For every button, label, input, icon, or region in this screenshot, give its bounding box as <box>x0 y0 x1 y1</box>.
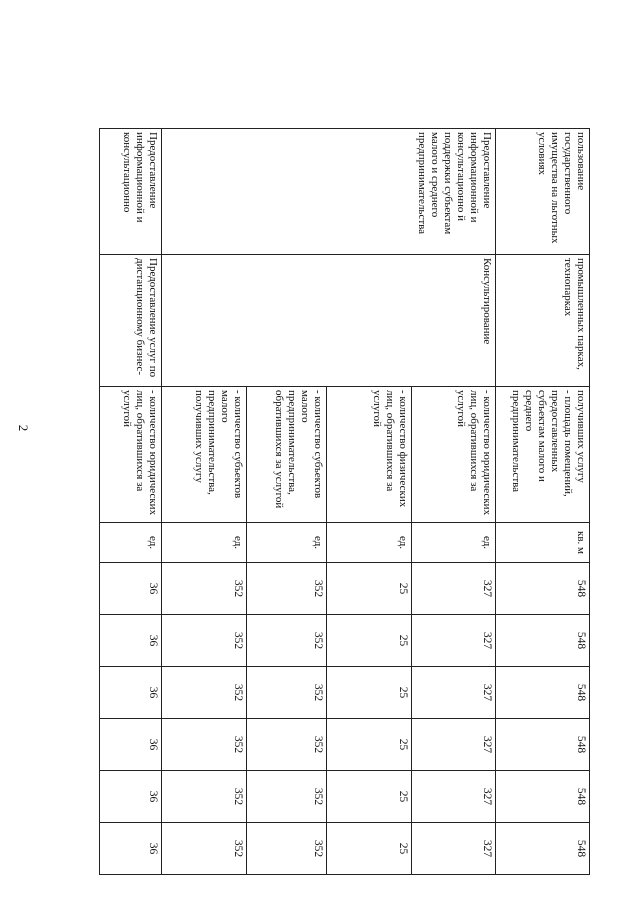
service-name-cell: Предоставление информационной и консультационно й поддержки субъектам малого и среднего предпринимательства <box>162 129 496 255</box>
value-cell: 36 <box>100 563 162 615</box>
value-cell: 352 <box>247 667 327 719</box>
value-cell: 352 <box>247 563 327 615</box>
indicator-cell: - количество субъектов малого предпринимательства, обратившихся за услугой <box>247 387 327 523</box>
value-cell: 327 <box>412 719 496 771</box>
value-cell: 352 <box>247 771 327 823</box>
value-cell: 36 <box>100 771 162 823</box>
value-cell: 548 <box>496 719 590 771</box>
value-cell: 327 <box>412 615 496 667</box>
unit-cell: кв. м <box>496 523 590 563</box>
value-cell: 327 <box>412 563 496 615</box>
value-cell: 352 <box>247 615 327 667</box>
value-cell: 36 <box>100 667 162 719</box>
unit-cell: ед. <box>327 523 412 563</box>
indicator-cell: - количество физических лиц, обратившихся за услугой <box>327 387 412 523</box>
unit-cell: ед. <box>247 523 327 563</box>
unit-cell: ед. <box>162 523 247 563</box>
value-cell: 327 <box>412 667 496 719</box>
table-row <box>496 129 590 875</box>
value-cell: 36 <box>100 615 162 667</box>
value-cell: 25 <box>327 719 412 771</box>
value-cell: 25 <box>327 615 412 667</box>
value-cell: 352 <box>247 823 327 875</box>
value-cell: 352 <box>162 667 247 719</box>
value-cell: 352 <box>162 563 247 615</box>
value-cell: 352 <box>162 615 247 667</box>
value-cell: 548 <box>496 771 590 823</box>
indicators-table <box>99 128 590 875</box>
rotated-table-container <box>100 128 590 872</box>
value-cell: 36 <box>100 823 162 875</box>
indicator-cell: - количество субъектов малого предпринимательства, получивших услугу <box>162 387 247 523</box>
service-type-cell: промышленных парках, технопарках <box>496 255 590 387</box>
value-cell: 352 <box>162 719 247 771</box>
value-cell: 327 <box>412 823 496 875</box>
value-cell: 327 <box>412 771 496 823</box>
value-cell: 25 <box>327 563 412 615</box>
indicator-cell: - количество юридических лиц, обратившихся за услугой <box>100 387 162 523</box>
unit-cell: ед. <box>100 523 162 563</box>
service-name-cell: Предоставление информационной и консультационно <box>100 129 162 255</box>
service-type-cell: Предоставление услуг по дистанционному бизнес- <box>100 255 162 387</box>
value-cell: 548 <box>496 615 590 667</box>
service-name-cell: пользование государственного имущества на льготных условиях <box>496 129 590 255</box>
page-number: 2 <box>16 424 31 432</box>
service-type-cell: Консультирование <box>162 255 496 387</box>
table-row <box>100 129 162 875</box>
unit-cell: ед. <box>412 523 496 563</box>
value-cell: 352 <box>162 823 247 875</box>
value-cell: 352 <box>162 771 247 823</box>
value-cell: 25 <box>327 771 412 823</box>
value-cell: 25 <box>327 667 412 719</box>
value-cell: 36 <box>100 719 162 771</box>
table-row <box>412 129 496 875</box>
indicator-cell: - количество юридических лиц, обратившихся за услугой <box>412 387 496 523</box>
value-cell: 548 <box>496 667 590 719</box>
value-cell: 548 <box>496 823 590 875</box>
value-cell: 548 <box>496 563 590 615</box>
indicator-cell: получивших услугу - площадь помещений, предоставленных субъектам малого и среднего предпринимательства <box>496 387 590 523</box>
value-cell: 352 <box>247 719 327 771</box>
value-cell: 25 <box>327 823 412 875</box>
